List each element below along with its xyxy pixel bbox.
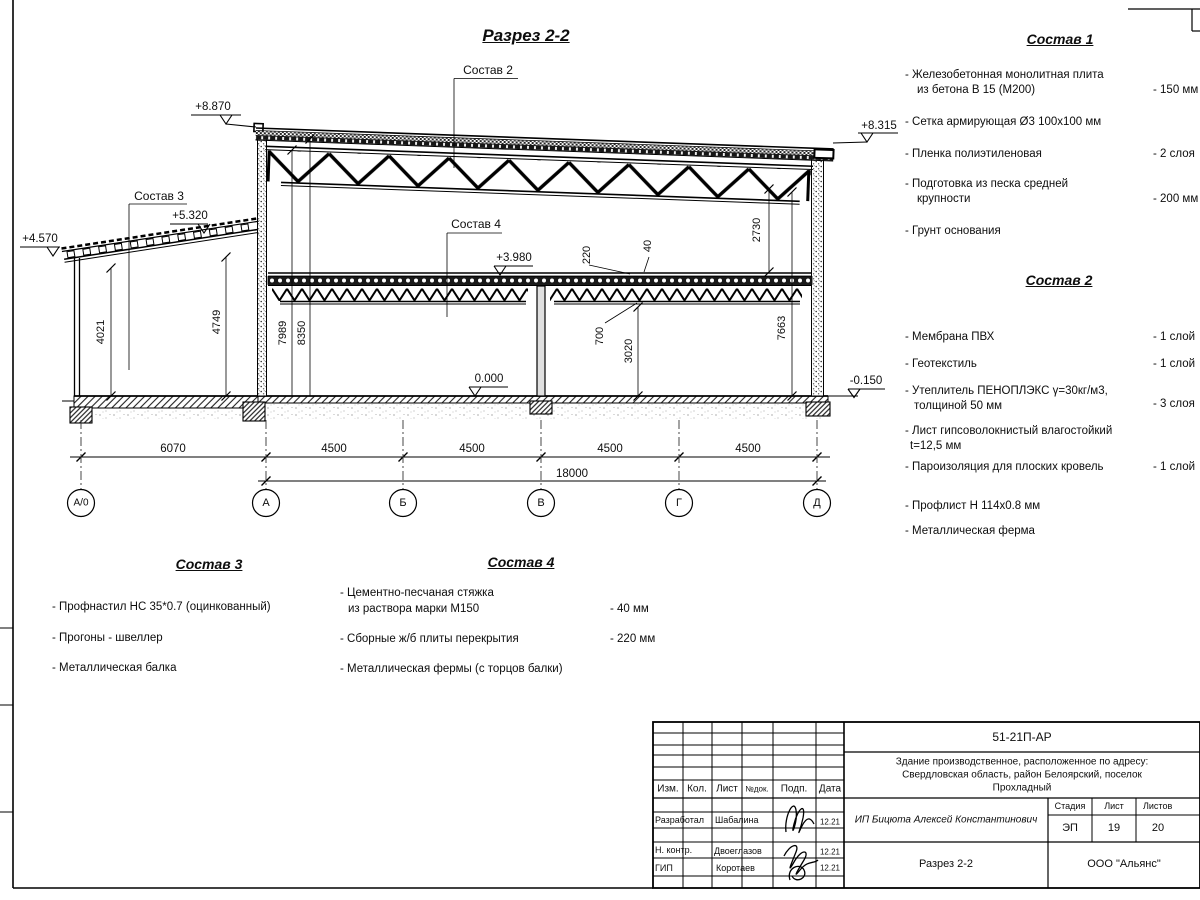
- dim-screed: 40: [642, 239, 654, 253]
- elevation-mezzanine: +3.980: [496, 252, 532, 264]
- tb-client: ИП Бицюта Алексей Константинович: [854, 814, 1038, 826]
- tb-col-podp: Подп.: [780, 783, 808, 795]
- tb-row-2-date: 12.21: [819, 847, 841, 857]
- tb-stage-label: Стадия: [1054, 801, 1086, 811]
- c1-item-1-line-2: из бетона В 15 (М200): [917, 84, 1036, 96]
- list-c1-title: Состав 1: [1026, 31, 1094, 47]
- tb-sheet-label: Лист: [1104, 801, 1124, 811]
- axis-a: А: [262, 497, 270, 509]
- list-c2-title: Состав 2: [1025, 272, 1093, 288]
- tb-row-2-name: Двоеглазов: [714, 846, 762, 856]
- callout-sostav-4: Состав 4: [451, 217, 501, 231]
- elevation-floor: 0.000: [474, 373, 504, 385]
- c2-item-3-line-2: толщиной 50 мм: [914, 400, 1003, 412]
- elevation-annex-eave: +4.570: [22, 233, 58, 245]
- c4-item-2-line-1: - Сборные ж/б плиты перекрытия: [340, 633, 519, 645]
- c4-item-2-value: - 220 мм: [610, 633, 656, 645]
- tb-row-1-role: Разработал: [655, 815, 704, 825]
- tb-project-line-2: Свердловская область, район Белоярский, поселок: [902, 769, 1142, 781]
- tb-row-3-role: ГИП: [655, 863, 673, 873]
- tb-doc-number: 51-21П-АР: [992, 730, 1052, 744]
- c1-item-1-value: - 150 мм: [1153, 84, 1199, 96]
- dim-annex-left: 4021: [95, 319, 107, 345]
- dim-hall-a: 7989: [277, 320, 289, 346]
- dim-annex-right: 4749: [211, 309, 223, 335]
- list-c3-title: Состав 3: [175, 556, 243, 572]
- c2-item-2-line-1: - Геотекстиль: [905, 358, 977, 370]
- tb-project-line-1: Здание производственное, расположенное по адресу:: [895, 756, 1149, 768]
- callout-sostav-3: Состав 3: [134, 189, 184, 203]
- tb-col-kol: Кол.: [687, 783, 707, 795]
- c1-item-2-line-1: - Сетка армирующая Ø3 100х100 мм: [905, 116, 1102, 128]
- c1-item-1-line-1: - Железобетонная монолитная плита: [905, 69, 1104, 81]
- tb-row-3-date: 12.21: [819, 863, 841, 873]
- tb-col-izm: Изм.: [657, 783, 679, 795]
- c3-item-3: - Металлическая балка: [52, 662, 177, 674]
- c4-item-3-line-1: - Металлическая фермы (с торцов балки): [340, 663, 563, 675]
- c1-item-4-line-2: крупности: [917, 193, 971, 205]
- axis-g: Г: [676, 497, 682, 509]
- elevation-ground: -0.150: [849, 375, 883, 387]
- axis-b: Б: [399, 497, 407, 509]
- tb-project-line-3: Прохладный: [992, 782, 1052, 794]
- axis-a0: А/0: [73, 497, 89, 509]
- dim-slab: 220: [581, 245, 593, 265]
- main-roof-truss: [252, 123, 834, 205]
- c3-item-2: - Прогоны - швеллер: [52, 632, 163, 644]
- dim-hall-right: 7663: [776, 315, 788, 341]
- list-c4-title: Состав 4: [487, 554, 555, 570]
- axis-v: В: [537, 497, 545, 509]
- c1-item-3-value: - 2 слоя: [1153, 148, 1195, 160]
- tb-sheets-value: 20: [1151, 822, 1165, 834]
- dim-hall-b: 8350: [296, 320, 308, 346]
- tb-sheet-value: 19: [1107, 822, 1121, 834]
- c2-item-7-line-1: - Металлическая ферма: [905, 525, 1035, 537]
- dim-clear-height: 3020: [623, 338, 635, 364]
- dim-span-3: 4500: [459, 443, 485, 455]
- c2-item-3-line-1: - Утеплитель ПЕНОПЛЭКС γ=30кг/м3,: [905, 385, 1108, 397]
- tb-col-ndok: №док.: [745, 784, 769, 794]
- dim-above-mezz: 2730: [751, 217, 763, 243]
- c4-item-1-line-2: из раствора марки М150: [348, 603, 480, 615]
- signature: [784, 806, 818, 880]
- axis-grid: [68, 420, 831, 517]
- dim-span-4: 4500: [597, 443, 623, 455]
- c4-item-1-value: - 40 мм: [610, 603, 649, 615]
- drawing-title: Разрез 2-2: [482, 26, 570, 45]
- c2-item-1-line-1: - Мембрана ПВХ: [905, 331, 995, 343]
- c3-item-1: - Профнастил НС 35*0.7 (оцинкованный): [52, 601, 271, 613]
- tb-sheets-label: Листов: [1143, 801, 1173, 811]
- axis-d: Д: [813, 497, 821, 509]
- tb-stage-value: ЭП: [1062, 822, 1078, 834]
- c4-item-1-line-1: - Цементно-песчаная стяжка: [340, 587, 494, 599]
- c1-item-3-line-1: - Пленка полиэтиленовая: [905, 148, 1042, 160]
- tb-row-1-date: 12.21: [819, 817, 841, 827]
- c2-item-2-value: - 1 слой: [1153, 358, 1196, 370]
- dim-span-5: 4500: [735, 443, 761, 455]
- tb-company: ООО "Альянс": [1087, 858, 1161, 870]
- mezzanine: [268, 273, 812, 396]
- dim-span-1: 6070: [160, 443, 186, 455]
- dim-truss: 700: [594, 326, 606, 346]
- c1-item-4-line-1: - Подготовка из песка средней: [905, 178, 1069, 190]
- callout-sostav-2: Состав 2: [463, 63, 513, 77]
- c2-item-4-line-2: t=12,5 мм: [910, 440, 962, 452]
- foundation-and-floor: [62, 396, 858, 423]
- c2-item-1-value: - 1 слой: [1153, 331, 1196, 343]
- c2-item-5-line-1: - Пароизоляция для плоских кровель: [905, 461, 1104, 473]
- horizontal-dimension-lines: [70, 453, 830, 486]
- tb-row-2-role: Н. контр.: [655, 845, 693, 855]
- tb-sheet-title: Разрез 2-2: [918, 858, 974, 870]
- tb-row-1-name: Шабалина: [715, 815, 759, 825]
- c1-item-4-value: - 200 мм: [1153, 193, 1199, 205]
- elevation-roof-left: +8.870: [195, 101, 231, 113]
- c2-item-4-line-1: - Лист гипсоволокнистый влагостойкий: [905, 425, 1113, 437]
- tb-row-3-name: Коротаев: [716, 863, 755, 873]
- c1-item-5-line-1: - Грунт основания: [905, 225, 1001, 237]
- elevation-roof-right: +8.315: [861, 120, 897, 132]
- c2-item-6-line-1: - Профлист Н 114х0.8 мм: [905, 500, 1041, 512]
- elevation-annex-ridge: +5.320: [172, 210, 208, 222]
- c2-item-3-value: - 3 слоя: [1153, 398, 1195, 410]
- tb-col-list: Лист: [716, 783, 738, 795]
- dim-span-2: 4500: [321, 443, 347, 455]
- annex-roof: [61, 218, 260, 262]
- dim-total: 18000: [556, 468, 588, 480]
- tb-col-data: Дата: [818, 783, 842, 795]
- c2-item-5-value: - 1 слой: [1153, 461, 1196, 473]
